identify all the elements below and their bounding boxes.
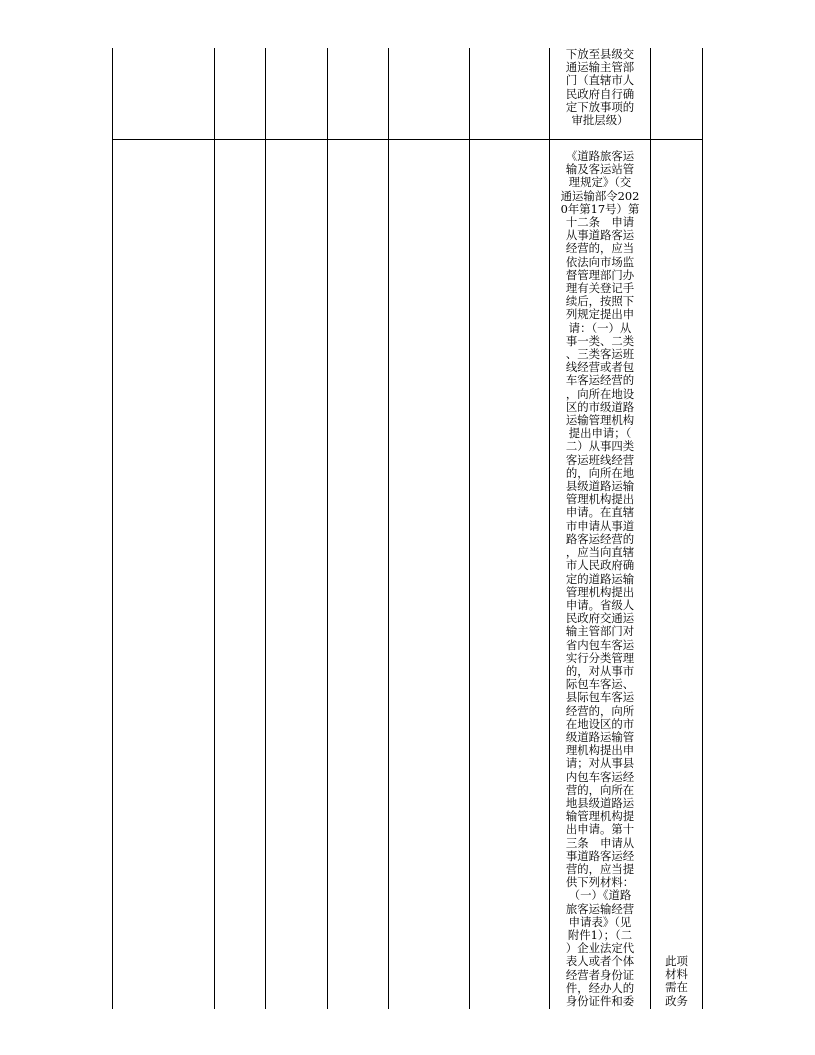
- legal-basis-text: 《道路旅客运 输及客运站管 理规定》（交 通运输部令202 0年第17号）第 十二条 申请 从事道路客运 经营的，应当 依法向市场监 督管理部门办 理有关登记手 续后，按照下 列规定提出申 请：（一）从 事一类、二类 、三类客运班 线经营或者包 车客运经营的 ，向所在地设 区的市级道路 运输管理机构 提出申请；（ 二）从事四类 客运班线经营 的，向所在地 县级道路运输 管理机构提出 申请。在直辖 市申请从事道 路客运经营的 ，应当向直辖 市人民政府确 定的道路运输 管理机构提出 申请。省级人 民政府交通运 输主管部门对 省内包车客运 实行分类管理 的，对从事市 际包车客运、 县际包车客运 经营的，向所 在地设区的市 级道路运输管 理机构提出申 请；对从事县 内包车客运经 营的，向所在 地县级道路运 输管理机构提 出申请。第十 三条 申请从 事道路客运经 营的，应当提 供下列材料： （一）《道路 旅客运输经营 申请表》（见 附件1）；（二 ）企业法定代 表人或者个体 经营者身份证 件，经办人的 身份证件和委: [560, 149, 640, 1008]
- approval-level-note: 下放至县级交 通运输主管部 门（直辖市人 民政府自行确 定下放事项的 审批层级）: [565, 47, 635, 128]
- column-divider: [702, 48, 703, 1009]
- column-divider: [549, 48, 550, 1009]
- column-divider: [112, 48, 113, 1009]
- column-divider: [214, 48, 215, 1009]
- column-divider: [265, 48, 266, 1009]
- column-divider: [650, 48, 651, 1009]
- column-divider: [388, 48, 389, 1009]
- remarks-cell: 此项 材料 需在 政务: [665, 954, 688, 1008]
- column-divider: [469, 48, 470, 1009]
- row-divider: [112, 139, 702, 140]
- column-divider: [327, 48, 328, 1009]
